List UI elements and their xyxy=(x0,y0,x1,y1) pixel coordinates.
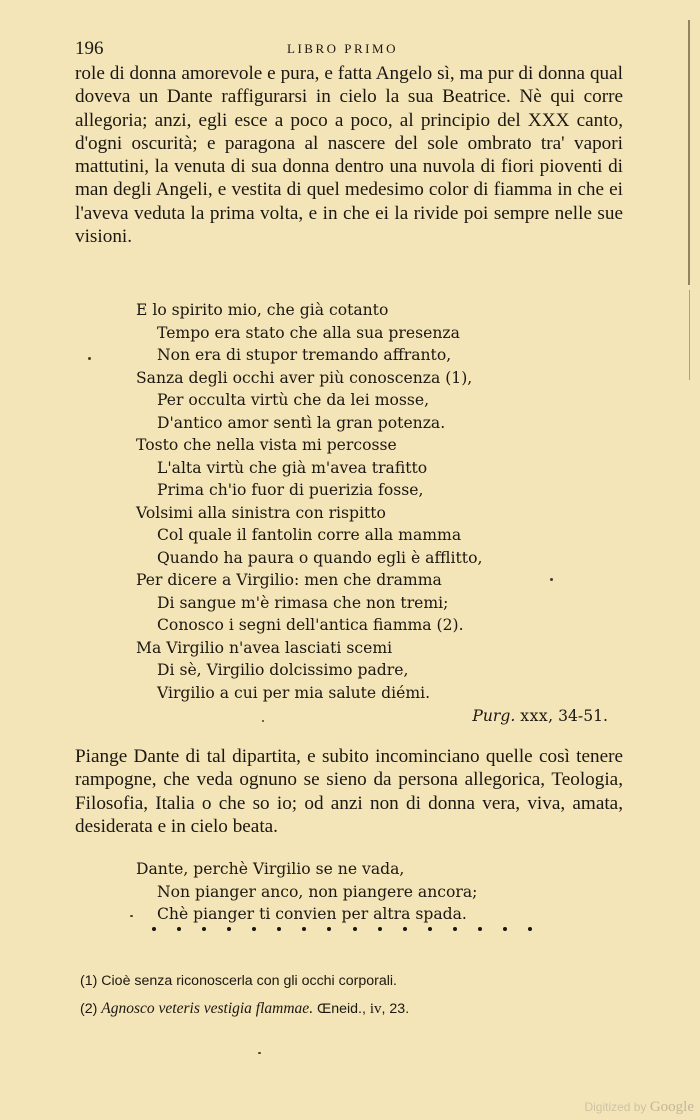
paper-speck xyxy=(550,578,553,581)
dot xyxy=(277,927,281,931)
dot xyxy=(453,927,457,931)
dot xyxy=(227,927,231,931)
dot xyxy=(353,927,357,931)
page-edge-shadow xyxy=(688,20,690,285)
page-header xyxy=(75,38,610,62)
verse-line: Tosto che nella vista mi percosse xyxy=(136,436,397,454)
footnote-2-line: , 23. xyxy=(381,1001,410,1017)
ellipsis-dots xyxy=(152,927,532,931)
paper-speck xyxy=(262,720,264,722)
dot xyxy=(503,927,507,931)
verse-line: Sanza degli occhi aver più conoscenza (1), xyxy=(136,368,473,387)
verse-line: L'alta virtù che già m'avea trafitto xyxy=(157,458,428,477)
dot xyxy=(327,927,331,931)
dot xyxy=(528,927,532,931)
citation-work: Purg. xyxy=(472,707,516,725)
verse-line: D'antico amor sentì la gran potenza. xyxy=(157,413,446,432)
dot xyxy=(428,927,432,931)
verse-line: Dante, perchè Virgilio se ne vada, xyxy=(136,860,405,878)
stamp-prefix: Digitized by xyxy=(584,1100,650,1114)
verse-line: E lo spirito mio, che già cotanto xyxy=(136,301,389,319)
dot xyxy=(177,927,181,931)
verse-citation xyxy=(472,707,608,725)
verse-line: Col quale il fantolin corre alla mamma xyxy=(157,526,462,544)
footnote-2-source: Œneid., xyxy=(313,1001,370,1017)
page-number: 196 xyxy=(75,38,104,59)
dot xyxy=(202,927,206,931)
verse-line: Ma Virgilio n'avea lasciati scemi xyxy=(136,638,393,657)
verse-line: Prima ch'io fuor di puerizia fosse, xyxy=(157,481,424,499)
footnotes xyxy=(80,968,620,1023)
stamp-brand: Google xyxy=(649,1099,694,1115)
verse-line: Non pianger anco, non piangere ancora; xyxy=(157,882,478,901)
paper-speck xyxy=(88,357,91,360)
verse-line: Chè pianger ti convien per altra spada. xyxy=(157,905,467,923)
dot xyxy=(378,927,382,931)
citation-lines: , 34-51. xyxy=(548,707,608,725)
dot xyxy=(478,927,482,931)
footnote-2-mark: (2) xyxy=(80,1001,102,1017)
footnote-2-book: iv xyxy=(369,1001,382,1017)
verse-quotation-2 xyxy=(136,858,477,926)
citation-canto: xxx xyxy=(520,707,549,725)
body-paragraph-2: Piange Dante di tal dipartita, e subito incominciano quelle così tenere rampogne, che veda ognuno se sieno da persona allegorica, Teologia, Filosofia, Italia o che so io; od anzi non di donna vera, viva, amata, desiderata e in cielo beata. xyxy=(75,746,623,837)
verse-line: Virgilio a cui per mia salute diémi. xyxy=(157,683,431,702)
footnote-1: (1) Cioè senza riconoscerla con gli occhi corporali. xyxy=(80,973,397,989)
verse-line: Volsimi alla sinistra con rispitto xyxy=(136,503,386,522)
running-head: LIBRO PRIMO xyxy=(287,41,398,56)
verse-line: Per dicere a Virgilio: men che dramma xyxy=(136,571,442,589)
page-edge-shadow-lower xyxy=(689,290,690,380)
verse-quotation-1 xyxy=(136,299,482,704)
verse-line: Conosco i segni dell'antica fiamma (2). xyxy=(157,616,464,634)
verse-line: Per occulta virtù che da lei mosse, xyxy=(157,391,430,409)
footnote-2 xyxy=(80,995,620,1023)
verse-line: Di sè, Virgilio dolcissimo padre, xyxy=(157,661,409,679)
dot xyxy=(302,927,306,931)
verse-line: Tempo era stato che alla sua presenza xyxy=(157,323,460,342)
dot xyxy=(403,927,407,931)
dot xyxy=(152,927,156,931)
footnote-2-quote: Agnosco veteris vestigia flammae. xyxy=(101,1000,314,1017)
dot xyxy=(252,927,256,931)
digitized-stamp xyxy=(584,1099,694,1116)
verse-line: Di sangue m'è rimasa che non tremi; xyxy=(157,593,449,612)
verse-line: Non era di stupor tremando affranto, xyxy=(157,346,452,364)
body-paragraph-1: role di donna amorevole e pura, e fatta Angelo sì, ma pur di donna qual doveva un Dante raffigurarsi in cielo la sua Beatrice. Nè qui corre allegoria; anzi, egli esce a poco a poco, al principio del XXX canto, d'ogni oscurità; e paragona al nascere del sole ombrato tra' vapori mattutini, la venuta di sua donna dentro una nuvola di fiori pioventi di man degli Angeli, e vestita di quel medesimo color di fiamma in che ei l'aveva veduta la prima volta, e in che ei la rivide poi sempre nelle sue visioni. xyxy=(75,63,623,248)
paper-speck xyxy=(258,1052,261,1054)
verse-line: Quando ha paura o quando egli è afflitto, xyxy=(157,548,483,567)
paper-speck xyxy=(130,915,133,917)
